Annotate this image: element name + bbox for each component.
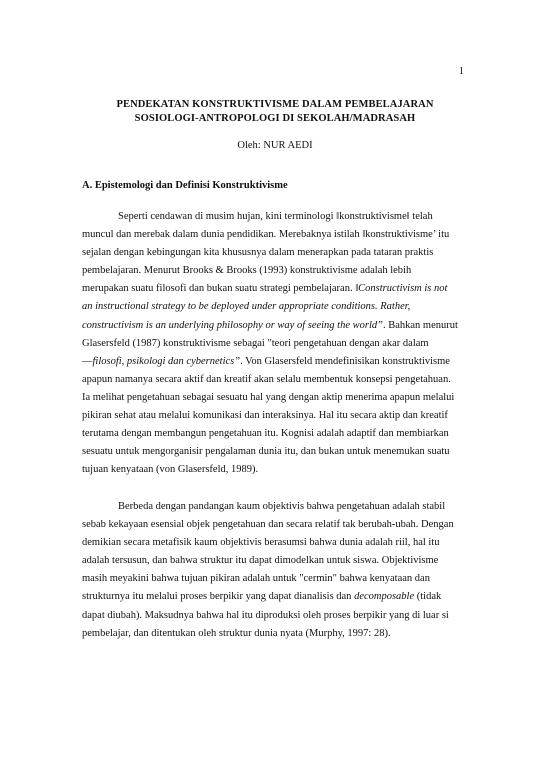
title-line-1: PENDEKATAN KONSTRUKTIVISME DALAM PEMBELAJARAN bbox=[116, 99, 434, 110]
paragraph-line: sesuatu untuk mengorganisir pengalaman dunia itu, dan bukan untuk menemukan suatu bbox=[82, 446, 450, 458]
paragraph-line: dapat diubah). Maksudnya bahwa hal itu diproduksi oleh proses berpikir yang di luar si bbox=[82, 609, 449, 621]
paragraph-line bbox=[82, 298, 468, 316]
italic-term: decomposable bbox=[354, 591, 415, 603]
paragraph-line: demikian secara metafisik kaum objektivis berasumsi bahwa dunia adalah riil, hal itu bbox=[82, 537, 440, 549]
paragraph-line: Seperti cendawan di musim hujan, kini terminologi ‖konstruktivisme‖ telah bbox=[118, 211, 433, 222]
paragraph-line: sejalan dengan kebingungan kita khususnya dalam menerapkan pada tataran praktis bbox=[82, 247, 434, 259]
paragraph-2 bbox=[82, 498, 468, 643]
paragraph-line bbox=[82, 280, 468, 298]
paragraph-line: masih meyakini bahwa tujuan pikiran adalah untuk "cermin" bahwa kenyataan dan bbox=[82, 573, 430, 585]
italic-quote: Constructivism is not bbox=[358, 283, 448, 295]
title-line-2: SOSIOLOGI-ANTROPOLOGI DI SEKOLAH/MADRASAH bbox=[134, 113, 416, 124]
italic-quote: constructivism is an underlying philosophy or way of seeing the world” bbox=[82, 319, 383, 331]
paragraph-line: adalah tersusun, dan bahwa struktur itu dapat dimodelkan untuk siswa. Objektivisme bbox=[82, 555, 439, 567]
paragraph-line: tujuan kenyataan (von Glasersfeld, 1989). bbox=[82, 464, 259, 476]
paragraph-line: pembelajaran. Menurut Brooks & Brooks (1993) konstruktivisme adalah lebih bbox=[82, 265, 412, 277]
author-line: Oleh: NUR AEDI bbox=[237, 140, 313, 151]
document-title bbox=[86, 98, 464, 126]
text-run: (tidak bbox=[414, 591, 442, 603]
italic-term: filosofi, psikologi dan cybernetics” bbox=[92, 355, 241, 367]
text-run: merupakan suatu filosofi dan bukan suatu strategi pembelajaran. ‖ bbox=[82, 283, 359, 295]
text-run: . Bahkan menurut bbox=[382, 319, 458, 331]
paragraph-line: terutama dengan membangun pengetahuan itu. Kognisi adalah adaptif dan membiarkan bbox=[82, 428, 449, 440]
page-number: 1 bbox=[458, 66, 464, 77]
italic-quote: an instructional strategy to be deployed under appropriate conditions. Rather, bbox=[82, 301, 411, 313]
paragraph-line bbox=[82, 353, 468, 371]
paragraph-line: pembelajar, dan ditentukan oleh struktur dunia nyata (Murphy, 1997: 28). bbox=[82, 627, 391, 639]
text-run: — bbox=[82, 355, 93, 367]
paragraph-line: Berbeda dengan pandangan kaum objektivis bahwa pengetahuan adalah stabil bbox=[118, 501, 446, 512]
paragraph-line bbox=[82, 317, 468, 335]
paragraph-line: Ia melihat pengetahuan sebagai sesuatu hal yang dengan aktip menerima apapun melalui bbox=[82, 391, 455, 403]
paragraph-1 bbox=[82, 208, 468, 479]
paragraph-line: sebab kekayaan esensial objek pengetahuan dan secara relatif tak berubah-ubah. Dengan bbox=[82, 519, 454, 531]
text-run: strukturnya itu melalui proses berpikir yang dapat dianalisis dan bbox=[82, 591, 355, 603]
paragraph-line: pikiran sehat atau melalui komunikasi dan interaksinya. Hal itu secara aktip dan kreatif bbox=[82, 410, 448, 422]
paragraph-line bbox=[82, 588, 468, 606]
paragraph-line: muncul dan merebak dalam dunia pendidikan. Merebaknya istilah ‖konstruktivisme’ itu bbox=[82, 229, 450, 241]
section-heading: A. Epistemologi dan Definisi Konstruktivisme bbox=[82, 180, 288, 191]
text-run: . Von Glasersfeld mendefinisikan konstruktivisme bbox=[240, 355, 450, 367]
paragraph-line: Glasersfeld (1987) konstruktivisme sebagai "teori pengetahuan dengan akar dalam bbox=[82, 337, 429, 349]
paragraph-line: apapun namanya secara aktif dan kreatif akan selalu membentuk konsepsi pengetahuan. bbox=[82, 373, 451, 385]
